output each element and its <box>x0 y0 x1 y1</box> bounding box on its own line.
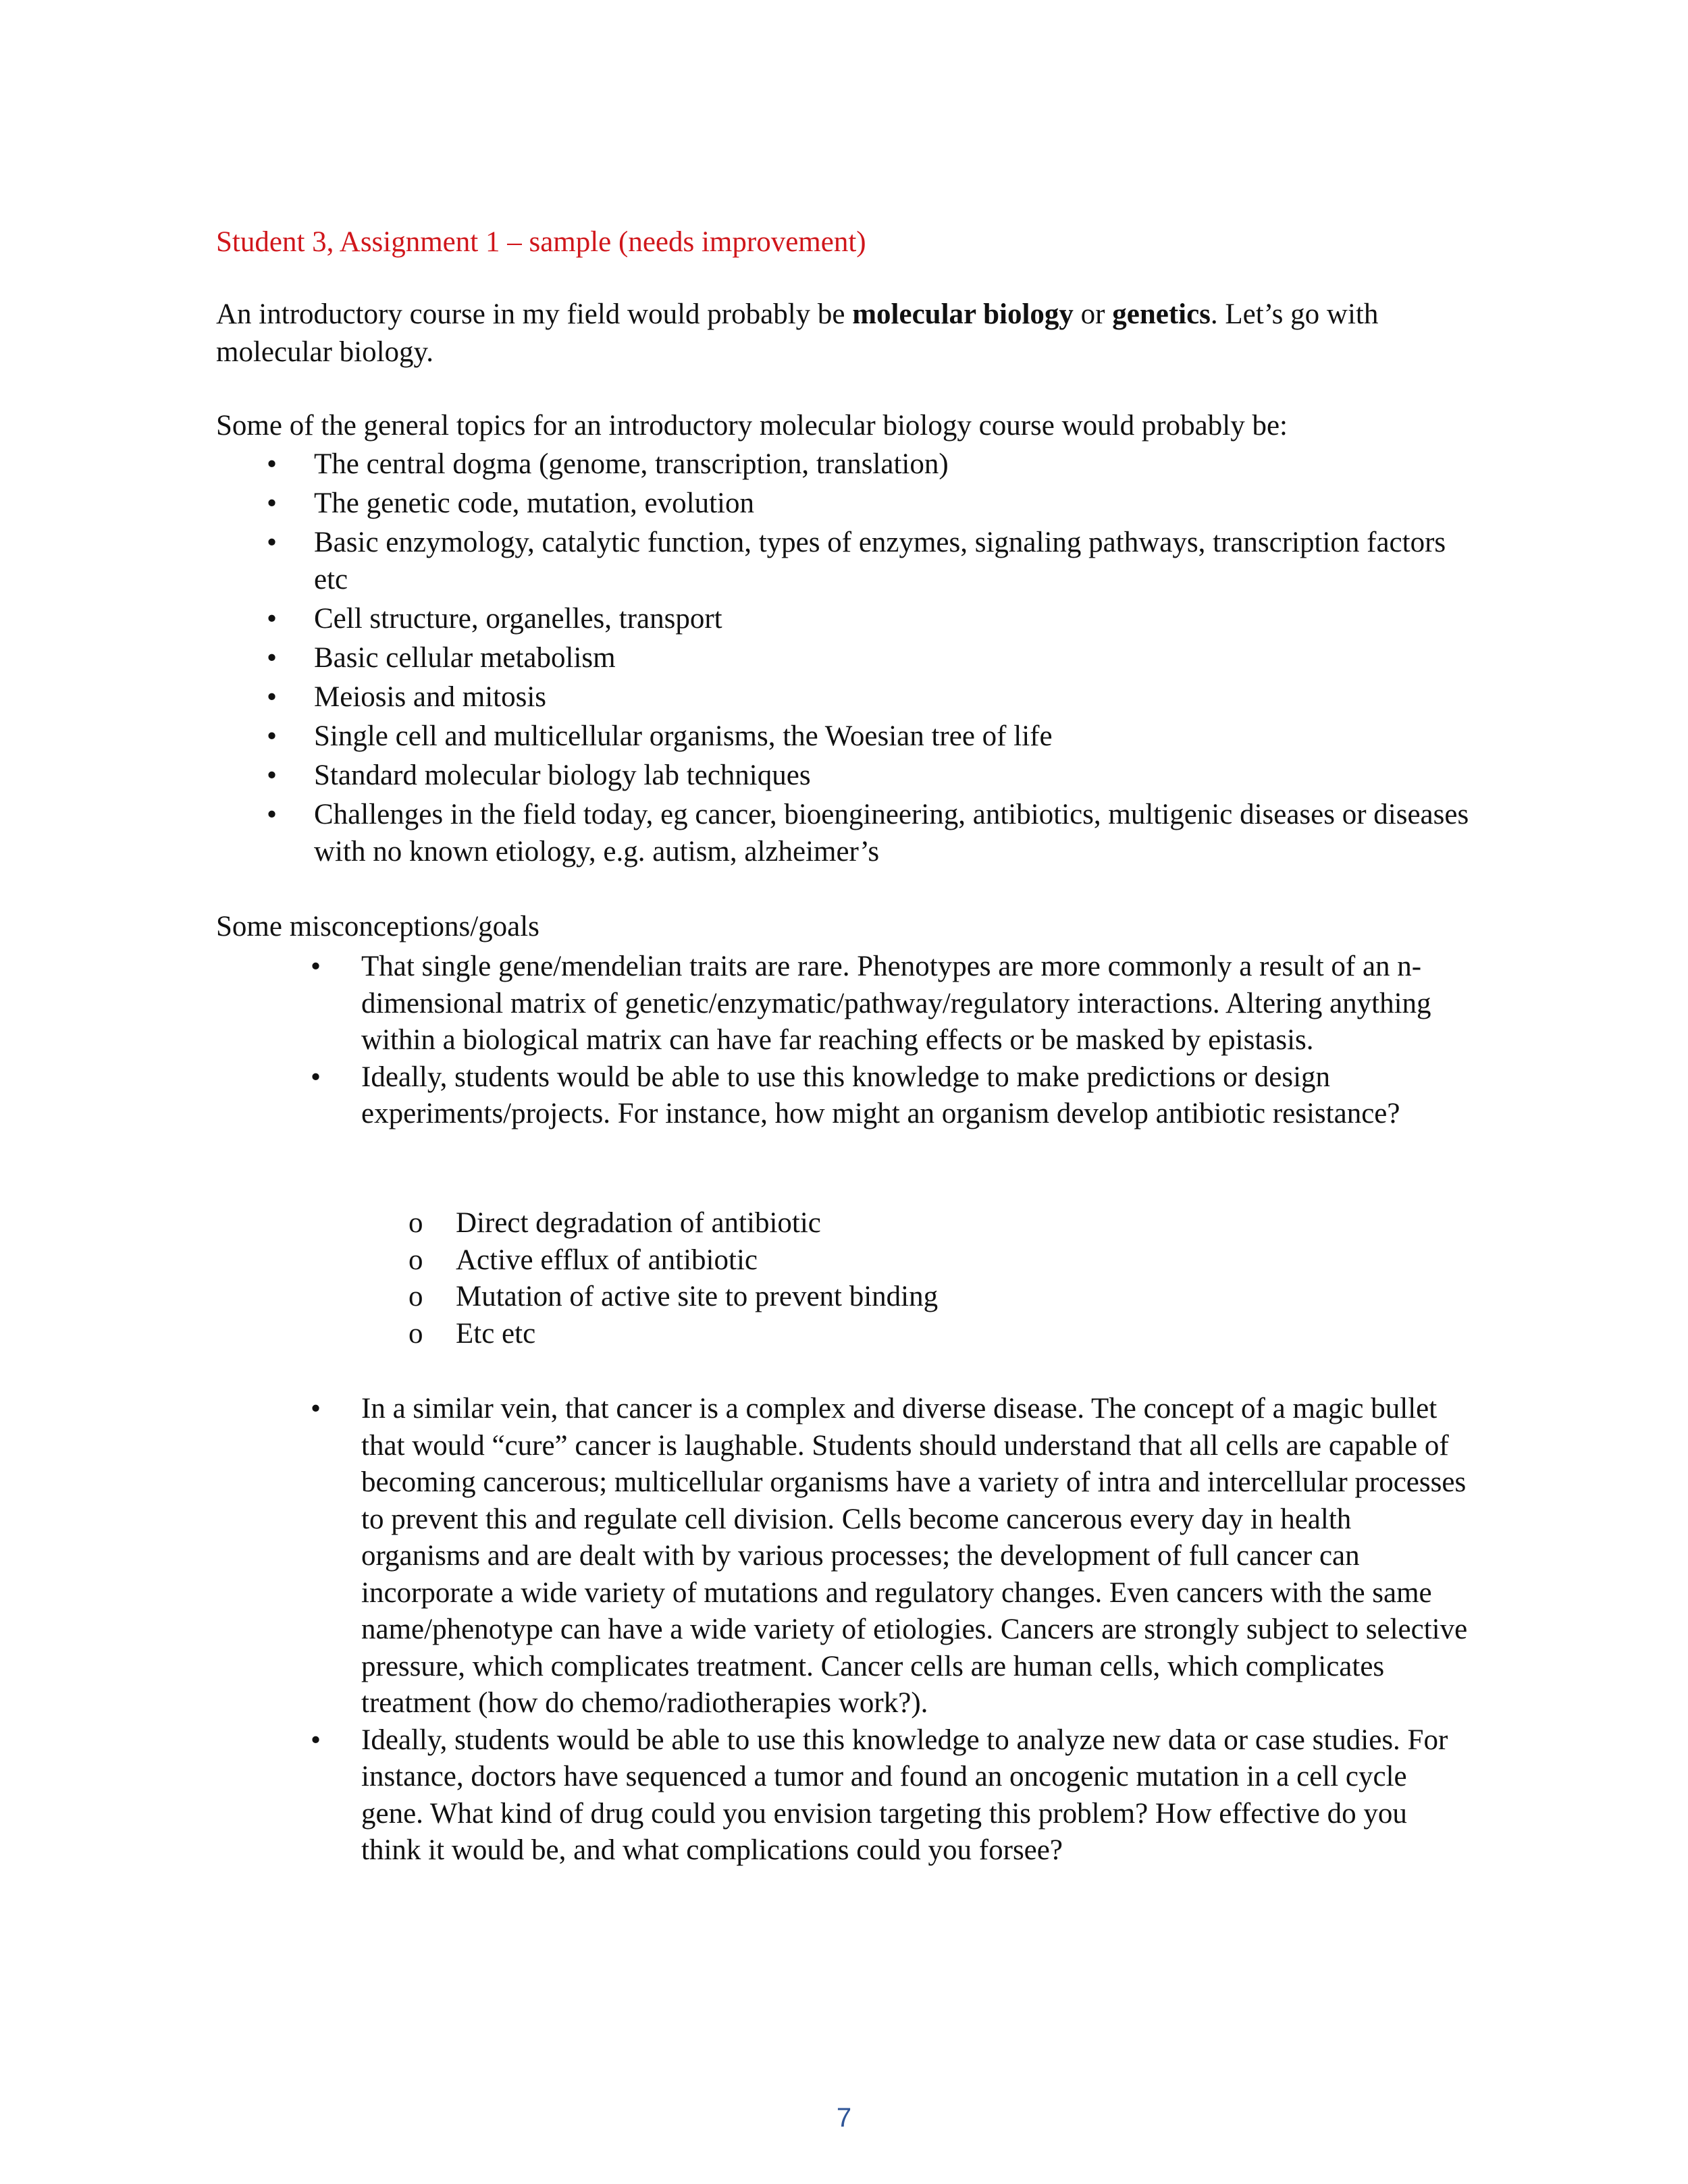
circle-bullet-icon: o <box>408 1244 423 1276</box>
cancer-goals-list <box>311 1391 1472 1869</box>
page-number: 7 <box>836 2103 852 2133</box>
bullet-icon: • <box>267 487 278 519</box>
bullet-icon: • <box>267 603 278 635</box>
topic-text: Basic enzymology, catalytic function, types of enzymes, signaling pathways, transcription factors etc <box>314 527 1446 595</box>
bullet-icon: • <box>311 951 321 982</box>
topic-text: Single cell and multicellular organisms, the Woesian tree of life <box>314 720 1053 752</box>
bullet-icon: • <box>267 760 278 791</box>
list-item <box>311 1722 1472 1869</box>
bullet-icon: • <box>267 642 278 674</box>
sub-item-text: Mutation of active site to prevent binding <box>456 1281 939 1312</box>
list-item <box>216 678 1485 716</box>
bullet-icon: • <box>267 799 278 830</box>
bullet-icon: • <box>267 448 278 480</box>
topic-text: The genetic code, mutation, evolution <box>314 487 754 519</box>
list-item <box>311 1059 1472 1133</box>
list-item <box>216 600 1485 637</box>
topic-text: Basic cellular metabolism <box>314 642 616 674</box>
list-item <box>361 1279 1307 1316</box>
topic-text: Standard molecular biology lab techniques <box>314 760 811 791</box>
goal-text: That single gene/mendelian traits are rare. Phenotypes are more commonly a result of an n-dimensional matrix of genetic/enzymatic/pathway/regulatory interactions. Altering anything within a biological matrix can have far reaching effects or be masked by epistasis. <box>361 951 1431 1056</box>
bullet-icon: • <box>311 1393 321 1424</box>
list-item <box>361 1316 1307 1353</box>
intro-paragraph <box>216 296 1485 371</box>
misconceptions-lead: Some misconceptions/goals <box>216 911 539 942</box>
sub-item-text: Etc etc <box>456 1317 536 1350</box>
goal-text: In a similar vein, that cancer is a complex and diverse disease. The concept of a magic bullet that would “cure” cancer is laughable. Students should understand that all cells are capable of becoming cancerous; multicellular organisms have a variety of intra and intercellular processes to prevent this and regulate cell division. Cells become cancerous every day in health organisms and are dealt with by various processes; the development of full cancer can incorporate a wide variety of mutations and regulatory changes. Even cancers with the same name/phenotype can have a wide variety of etiologies. Cancers are strongly subject to selective pressure, which complicates treatment. Cancer cells are human cells, which complicates treatment (how do chemo/radiotherapies work?). <box>361 1393 1468 1719</box>
list-item <box>311 1391 1472 1722</box>
list-item <box>311 949 1472 1059</box>
goal-text: Ideally, students would be able to use this knowledge to analyze new data or case studies. For instance, doctors have sequenced a tumor and found an oncogenic mutation in a cell cycle gene. What kind of drug could you envision targeting this problem? How effective do you think it would be, and what complications could you forsee? <box>361 1724 1448 1866</box>
sub-item-text: Direct degradation of antibiotic <box>456 1207 821 1239</box>
bullet-icon: • <box>267 527 278 558</box>
topic-text: Cell structure, organelles, transport <box>314 603 722 635</box>
intro-text-2: or <box>1073 298 1113 330</box>
assignment-heading: Student 3, Assignment 1 – sample (needs improvement) <box>216 226 866 258</box>
bullet-icon: • <box>267 681 278 713</box>
topic-text: Challenges in the field today, eg cancer, bioengineering, antibiotics, multigenic diseases or diseases with no known etiology, e.g. autism, alzheimer’s <box>314 799 1469 868</box>
list-item <box>216 639 1485 676</box>
circle-bullet-icon: o <box>408 1207 423 1239</box>
list-item <box>216 718 1485 755</box>
topics-lead: Some of the general topics for an introductory molecular biology course would probably be: <box>216 410 1288 442</box>
list-item <box>216 757 1485 794</box>
topics-list <box>216 446 1485 872</box>
topic-text: Meiosis and mitosis <box>314 681 547 713</box>
list-item <box>216 485 1485 522</box>
intro-bold-molecular-biology: molecular biology <box>852 298 1074 330</box>
list-item <box>216 446 1485 483</box>
intro-bold-genetics: genetics <box>1112 298 1211 330</box>
intro-text-1: An introductory course in my field would probably be <box>216 298 853 330</box>
circle-bullet-icon: o <box>408 1317 423 1350</box>
bullet-icon: • <box>267 720 278 752</box>
circle-bullet-icon: o <box>408 1281 423 1312</box>
topic-text: The central dogma (genome, transcription, translation) <box>314 448 949 480</box>
resistance-mechanisms-list <box>361 1205 1307 1352</box>
sub-item-text: Active efflux of antibiotic <box>456 1244 758 1276</box>
goals-list <box>311 949 1472 1133</box>
list-item <box>361 1242 1307 1279</box>
list-item <box>361 1205 1307 1242</box>
list-item <box>216 796 1485 870</box>
goal-text: Ideally, students would be able to use this knowledge to make predictions or design experiments/projects. For instance, how might an organism develop antibiotic resistance? <box>361 1061 1400 1129</box>
bullet-icon: • <box>311 1061 321 1093</box>
intro-text-3: . Let’s go with molecular biology. <box>216 298 1379 368</box>
bullet-icon: • <box>311 1724 321 1756</box>
list-item <box>216 524 1485 598</box>
